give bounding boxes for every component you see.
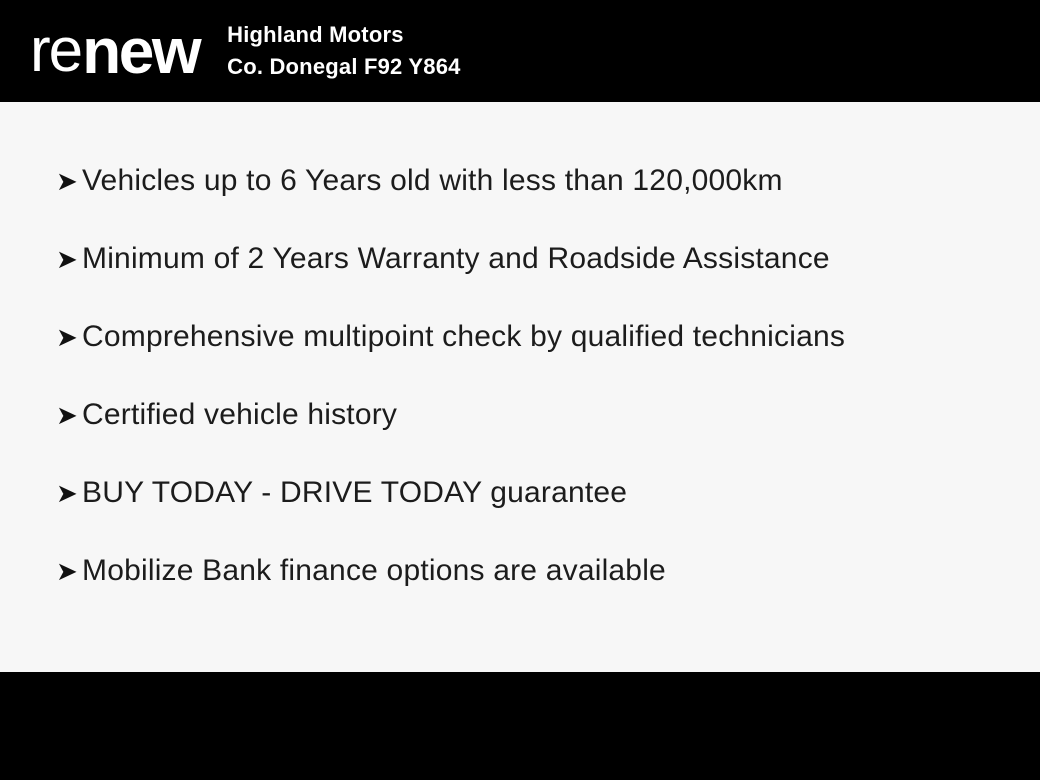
benefits-list <box>40 164 1000 632</box>
header-bar <box>0 0 1040 102</box>
list-item <box>40 164 1000 242</box>
list-item <box>40 554 1000 632</box>
list-item <box>40 476 1000 554</box>
list-item-label: Mobilize Bank finance options are available <box>82 554 666 587</box>
logo-text-re: re <box>30 16 82 85</box>
dealer-name: Highland Motors <box>227 22 404 47</box>
list-item-label: Comprehensive multipoint check by qualified technicians <box>82 320 846 353</box>
benefits-panel <box>0 102 1040 672</box>
footer-bar <box>0 672 1040 780</box>
list-item <box>40 242 1000 320</box>
list-item-label: Certified vehicle history <box>82 398 398 431</box>
list-item <box>40 398 1000 476</box>
dealer-info <box>227 19 460 83</box>
arrow-right-icon: ➤ <box>56 166 78 196</box>
arrow-right-icon: ➤ <box>56 322 78 352</box>
list-item-label: Vehicles up to 6 Years old with less than 120,000km <box>82 164 783 197</box>
arrow-right-icon: ➤ <box>56 478 78 508</box>
arrow-right-icon: ➤ <box>56 244 78 274</box>
logo-text-new: new <box>82 15 200 87</box>
renew-logo <box>30 16 199 86</box>
arrow-right-icon: ➤ <box>56 400 78 430</box>
list-item-label: Minimum of 2 Years Warranty and Roadside Assistance <box>82 242 830 275</box>
list-item <box>40 320 1000 398</box>
arrow-right-icon: ➤ <box>56 556 78 586</box>
list-item-label: BUY TODAY - DRIVE TODAY guarantee <box>82 476 628 509</box>
dealer-address: Co. Donegal F92 Y864 <box>227 54 461 79</box>
